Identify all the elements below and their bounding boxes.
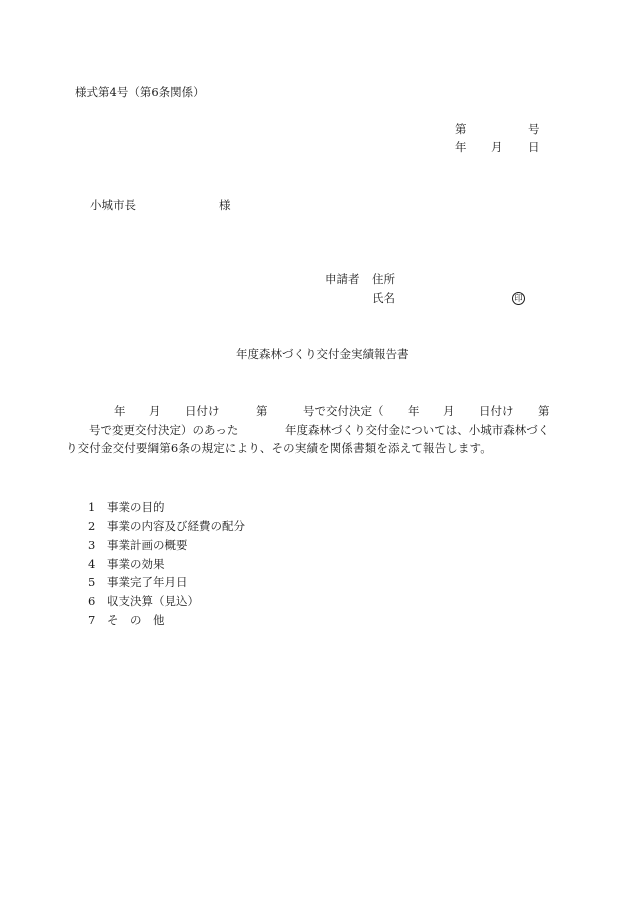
body-line1-seg: 第	[256, 404, 268, 418]
applicant-name-label: 氏名	[372, 291, 395, 305]
date-year: 年	[455, 140, 467, 154]
body-line-2b: 年度森林づくり交付金については、小城市森林づく	[285, 423, 550, 437]
body-line1-seg: 第	[538, 404, 550, 418]
list-item-text: 事業計画の概要	[107, 538, 188, 552]
list-item-number: 5	[88, 575, 96, 589]
applicant-role: 申請者	[325, 272, 360, 286]
list-item-text: 事業の効果	[107, 557, 165, 571]
body-line1-seg: 日付け	[185, 404, 220, 418]
doc-number-go: 号	[528, 122, 540, 136]
list-item-number: 2	[88, 519, 96, 533]
body-line1-seg: 年	[408, 404, 420, 418]
list-item-text: そ の 他	[107, 613, 165, 627]
list-item-number: 4	[88, 557, 96, 571]
body-line-2a: 号で変更交付決定）のあった	[89, 423, 239, 437]
doc-number-dai: 第	[455, 122, 467, 136]
body-line1-seg: 月	[149, 404, 161, 418]
addressee-name: 小城市長	[90, 198, 136, 212]
body-line-3: り交付金交付要綱第6条の規定により、その実績を関係書類を添えて報告します。	[66, 441, 492, 455]
body-line1-seg: 日付け	[479, 404, 514, 418]
seal-mark: 印	[512, 292, 525, 305]
body-line1-seg: 月	[443, 404, 455, 418]
document-title: 年度森林づくり交付金実績報告書	[236, 347, 409, 361]
form-label: 様式第4号（第6条関係）	[75, 85, 205, 99]
date-month: 月	[491, 140, 503, 154]
list-item-number: 3	[88, 538, 96, 552]
applicant-address-label: 住所	[372, 272, 395, 286]
list-item-number: 6	[88, 594, 96, 608]
list-item-number: 7	[88, 613, 96, 627]
list-item-text: 事業完了年月日	[107, 575, 188, 589]
list-item-text: 収支決算（見込）	[107, 594, 199, 608]
addressee-honorific: 様	[219, 198, 231, 212]
body-line1-seg: 号で交付決定（	[303, 404, 384, 418]
date-day: 日	[528, 140, 540, 154]
list-item-text: 事業の内容及び経費の配分	[107, 519, 245, 533]
body-line1-seg: 年	[114, 404, 126, 418]
list-item-number: 1	[88, 500, 96, 514]
list-item-text: 事業の目的	[107, 500, 165, 514]
